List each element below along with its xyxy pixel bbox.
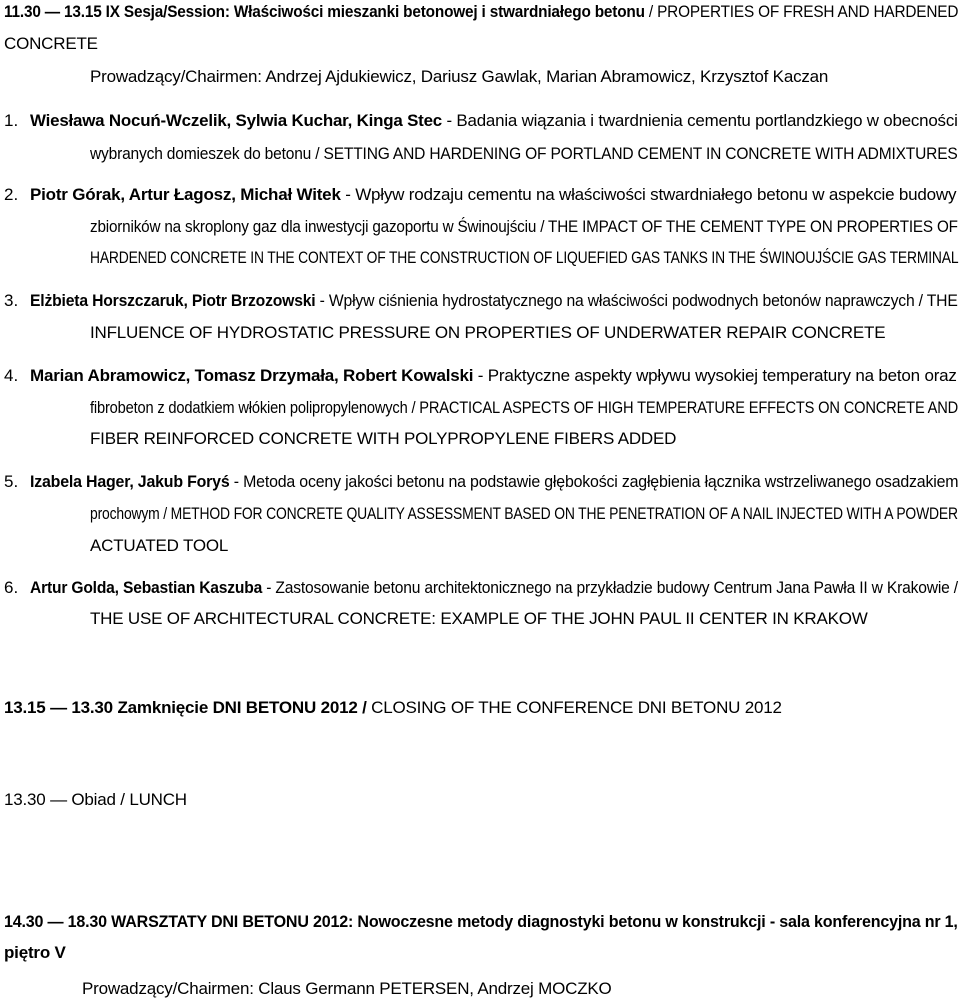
talk-2-line-1 xyxy=(30,185,956,205)
workshop-subtitle-cont: piętro V xyxy=(4,943,66,962)
talk-3-line-1 xyxy=(30,291,958,311)
talk-number: 2. xyxy=(4,185,19,204)
talk-number: 3. xyxy=(4,291,19,310)
talk-title: - Wpływ rodzaju cementu na właściwości stwardniałego betonu w aspekcie budowy xyxy=(340,185,957,204)
session-chairmen: Prowadzący/Chairmen: Andrzej Ajdukiewicz, Dariusz Gawlak, Marian Abramowicz, Krzysztof Kaczan xyxy=(90,67,829,86)
workshop-header-cont xyxy=(4,943,66,963)
workshop-time: 14.30 — 18.30 xyxy=(4,912,107,931)
talk-5-line-2: prochowym / METHOD FOR CONCRETE QUALITY ASSESSMENT BASED ON THE PENETRATION OF A NAIL INJECTED WITH A POWDER xyxy=(90,504,958,523)
closing-time: 13.15 — 13.30 xyxy=(4,698,113,717)
talk-2-line-2: zbiorników na skroplony gaz dla inwestycji gazoportu w Świnoujściu / THE IMPACT OF THE CEMENT TYPE ON PROPERTIES OF xyxy=(90,217,958,236)
talk-5-line-1 xyxy=(30,472,958,492)
talk-number: 5. xyxy=(4,472,19,491)
workshop-header xyxy=(4,912,958,932)
talk-authors: Piotr Górak, Artur Łagosz, Michał Witek xyxy=(30,185,341,204)
session-header xyxy=(4,2,958,22)
closing-session: 13.15 — 13.30 Zamknięcie DNI BETONU 2012 / CLOSING OF THE CONFERENCE DNI BETONU 2012 xyxy=(4,698,782,717)
talk-5-line-3: ACTUATED TOOL xyxy=(90,536,229,555)
session-header-cont xyxy=(4,34,98,54)
talk-6-line-1 xyxy=(30,578,958,598)
talk-3-line-2: INFLUENCE OF HYDROSTATIC PRESSURE ON PROPERTIES OF UNDERWATER REPAIR CONCRETE xyxy=(90,323,886,342)
talk-2-line-3: HARDENED CONCRETE IN THE CONTEXT OF THE CONSTRUCTION OF LIQUEFIED GAS TANKS IN THE ŚWINOUJŚCIE GAS TERMINAL xyxy=(90,248,959,267)
talk-authors: Wiesława Nocuń-Wczelik, Sylwia Kuchar, Kinga Stec xyxy=(30,111,442,130)
talk-authors: Izabela Hager, Jakub Foryś xyxy=(30,472,230,491)
talk-number: 4. xyxy=(4,366,19,385)
workshop-title: WARSZTATY DNI BETONU 2012: xyxy=(111,912,354,931)
workshop-subtitle: Nowoczesne metody diagnostyki betonu w konstrukcji - sala konferencyjna nr 1, xyxy=(357,912,958,931)
workshop-chairmen: Prowadzący/Chairmen: Claus Germann PETERSEN, Andrzej MOCZKO xyxy=(82,979,612,998)
session-title-en-cont: CONCRETE xyxy=(4,34,98,53)
talk-title: - Badania wiązania i twardnienia cementu portlandzkiego w obecności xyxy=(441,111,958,130)
session-time: 11.30 — 13.15 xyxy=(4,2,102,21)
talk-authors: Artur Golda, Sebastian Kaszuba xyxy=(30,578,263,597)
talk-authors: Marian Abramowicz, Tomasz Drzymała, Robert Kowalski xyxy=(30,366,474,385)
talk-4-line-2: fibrobeton z dodatkiem włókien polipropylenowych / PRACTICAL ASPECTS OF HIGH TEMPERATURE EFFECTS ON CONCRETE AND xyxy=(90,398,959,417)
closing-title-en: CLOSING OF THE CONFERENCE DNI BETONU 2012 xyxy=(366,698,782,717)
session-title-en: / PROPERTIES OF FRESH AND HARDENED xyxy=(644,2,959,21)
talk-6-line-2: THE USE OF ARCHITECTURAL CONCRETE: EXAMPLE OF THE JOHN PAUL II CENTER IN KRAKOW xyxy=(90,609,868,628)
talk-title: - Wpływ ciśnienia hydrostatycznego na właściwości podwodnych betonów naprawczych / THE xyxy=(315,291,958,310)
talk-4-line-3: FIBER REINFORCED CONCRETE WITH POLYPROPYLENE FIBERS ADDED xyxy=(90,429,677,448)
talk-4-line-1 xyxy=(30,366,957,386)
talk-1-line-2: wybranych domieszek do betonu / SETTING AND HARDENING OF PORTLAND CEMENT IN CONCRETE WITH ADMIXTURES xyxy=(90,144,958,163)
talk-title: - Metoda oceny jakości betonu na podstawie głębokości zagłębienia łącznika wstrzeliwanego osadzakiem xyxy=(229,472,959,491)
closing-title: Zamknięcie DNI BETONU 2012 xyxy=(117,698,358,717)
talk-authors: Elżbieta Horszczaruk, Piotr Brzozowski xyxy=(30,291,316,310)
lunch: 13.30 — Obiad / LUNCH xyxy=(4,790,187,809)
session-title: IX Sesja/Session: Właściwości mieszanki betonowej i stwardniałego betonu xyxy=(105,2,645,21)
talk-number: 6. xyxy=(4,578,19,597)
talk-title: - Zastosowanie betonu architektonicznego na przykładzie budowy Centrum Jana Pawła II w Krakowie / xyxy=(262,578,958,597)
talk-1-line-1 xyxy=(30,111,958,131)
talk-title: - Praktyczne aspekty wpływu wysokiej temperatury na beton oraz xyxy=(473,366,957,385)
talk-number: 1. xyxy=(4,111,19,130)
